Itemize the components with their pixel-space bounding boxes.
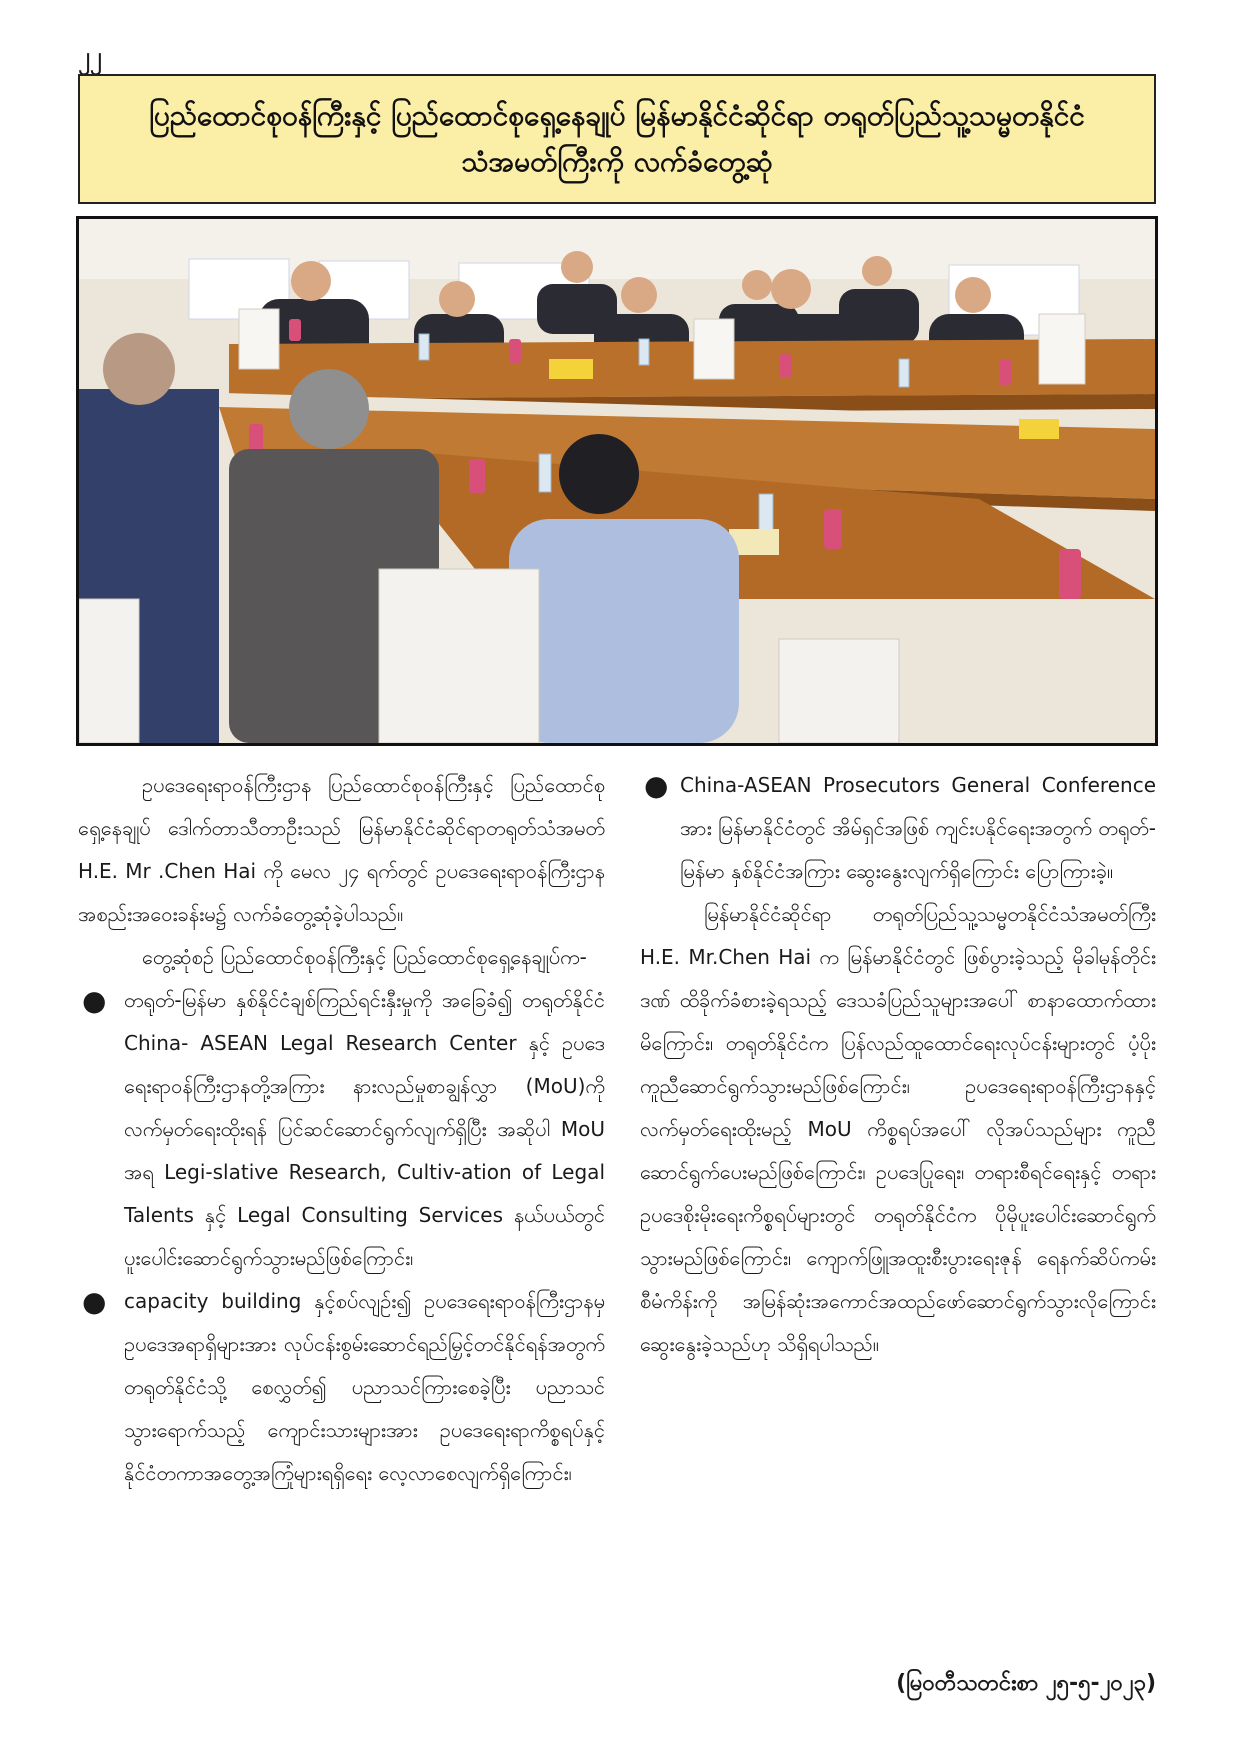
bullet-item [78,979,605,1280]
bullet-text: China-ASEAN Prosecutors General Conference အား မြန်မာနိုင်ငံတွင် အိမ်ရှင်အဖြစ် ကျင်းပနိုင်ရေးအတွက် တရုတ်-မြန်မာ နှစ်နိုင်ငံအကြား ဆွေးနွေးလျက်ရှိကြောင်း ပြောကြားခဲ့။ [680,773,1156,883]
bullet-text: capacity building နှင့်စပ်လျဉ်း၍ ဥပဒေရေးရာဝန်ကြီးဌာနမှ ဥပဒေအရာရှိများအား လုပ်ငန်းစွမ်းဆောင်ရည်မြှင့်တင်နိုင်ရန်အတွက် တရုတ်နိုင်ငံသို့ စေလွှတ်၍ ပညာသင်ကြားစေခဲ့ပြီး ပညာသင်သွားရောက်သည့် ကျောင်းသားများအား ဥပဒေရေးရာကိစ္စရပ်နှင့် နိုင်ငံတကာအတွေ့အကြုံများရရှိရေး လေ့လာစေလျက်ရှိကြောင်း၊ [124,1289,605,1485]
meeting-photo-illustration [79,219,1155,743]
article-column-left [78,764,605,1495]
bullet-item [78,1280,605,1495]
ambassador-response-paragraph: မြန်မာနိုင်ငံဆိုင်ရာ တရုတ်ပြည်သူ့သမ္မတနိုင်ငံသံအမတ်ကြီး H.E. Mr.Chen Hai က မြန်မာနိုင်ငံတွင် ဖြစ်ပွားခဲ့သည့် မိုခါမုန်တိုင်းဒဏ် ထိခိုက်ခံစားခဲ့ရသည့် ဒေသခံပြည်သူများအပေါ် စာနာထောက်ထားမိကြောင်း၊ တရုတ်နိုင်ငံက ပြန်လည်ထူထောင်ရေးလုပ်ငန်းများတွင် ပံ့ပိုးကူညီဆောင်ရွက်သွားမည်ဖြစ်ကြောင်း၊ ဥပဒေရေးရာဝန်ကြီးဌာနနှင့် လက်မှတ်ရေးထိုးမည့် MoU ကိစ္စရပ်အပေါ် လိုအပ်သည်များ ကူညီဆောင်ရွက်ပေးမည်ဖြစ်ကြောင်း၊ ဥပဒေပြုရေး၊ တရားစီရင်ရေးနှင့် တရားဥပဒေစိုးမိုးရေးကိစ္စရပ်များတွင် တရုတ်နိုင်ငံက ပိုမိုပူးပေါင်းဆောင်ရွက်သွားမည်ဖြစ်ကြောင်း၊ ကျောက်ဖြူအထူးစီးပွားရေးဇုန် ရေနက်ဆိပ်ကမ်းစီမံကိန်းကို အမြန်ဆုံးအကောင်အထည်ဖော်ဆောင်ရွက်သွားလိုကြောင်း ဆွေးနွေးခဲ့သည်ဟု သိရှိရပါသည်။ [640,902,1156,1356]
bullet-dot-icon: ● [644,769,669,802]
bullet-dot-icon: ● [82,1285,107,1318]
headline-box [78,74,1156,204]
page-number: ၂၂ [78,42,102,70]
headline-line-1: ပြည်ထောင်စုဝန်ကြီးနှင့် ပြည်ထောင်စုရှေ့နေချုပ် မြန်မာနိုင်ငံဆိုင်ရာ တရုတ်ပြည်သူ့သမ္မတနိုင်ငံ [149,99,1085,132]
bullet-text: တရုတ်-မြန်မာ နှစ်နိုင်ငံချစ်ကြည်ရင်းနှီးမှုကို အခြေခံ၍ တရုတ်နိုင်ငံ China- ASEAN Legal Research Center နှင့် ဥပဒေရေးရာဝန်ကြီးဌာနတို့အကြား နားလည်မှုစာချွန်လွှာ (MoU)ကို လက်မှတ်ရေးထိုးရန် ပြင်ဆင်ဆောင်ရွက်လျက်ရှိပြီး အဆိုပါ MoU အရ Legi-slative Research, Cultiv-ation of Legal Talents နှင့် Legal Consulting Services နယ်ပယ်တွင် ပူးပေါင်းဆောင်ရွက်သွားမည်ဖြစ်ကြောင်း၊ [124,988,605,1270]
bullet-dot-icon: ● [82,984,107,1017]
intro-paragraph: ဥပဒေရေးရာဝန်ကြီးဌာန ပြည်ထောင်စုဝန်ကြီးနှင့် ပြည်ထောင်စုရှေ့နေချုပ် ဒေါက်တာသီတာဦးသည် မြန်မာနိုင်ငံဆိုင်ရာတရုတ်သံအမတ် H.E. Mr .Chen Hai ကို မေလ ၂၄ ရက်တွင် ဥပဒေရေးရာဝန်ကြီးဌာန အစည်းအဝေးခန်းမ၌ လက်ခံတွေ့ဆုံခဲ့ပါသည်။ [78,773,605,926]
bullet-item [640,764,1156,893]
meeting-photo [76,216,1158,746]
source-credit: (မြဝတီသတင်းစာ ၂၅-၅-၂၀၂၃) [896,1671,1156,1696]
headline-line-2: သံအမတ်ကြီးကို လက်ခံတွေ့ဆုံ [461,145,773,178]
article-column-right [640,764,1156,1366]
lead-paragraph: တွေ့ဆုံစဉ် ပြည်ထောင်စုဝန်ကြီးနှင့် ပြည်ထောင်စုရှေ့နေချုပ်က- [142,945,587,969]
